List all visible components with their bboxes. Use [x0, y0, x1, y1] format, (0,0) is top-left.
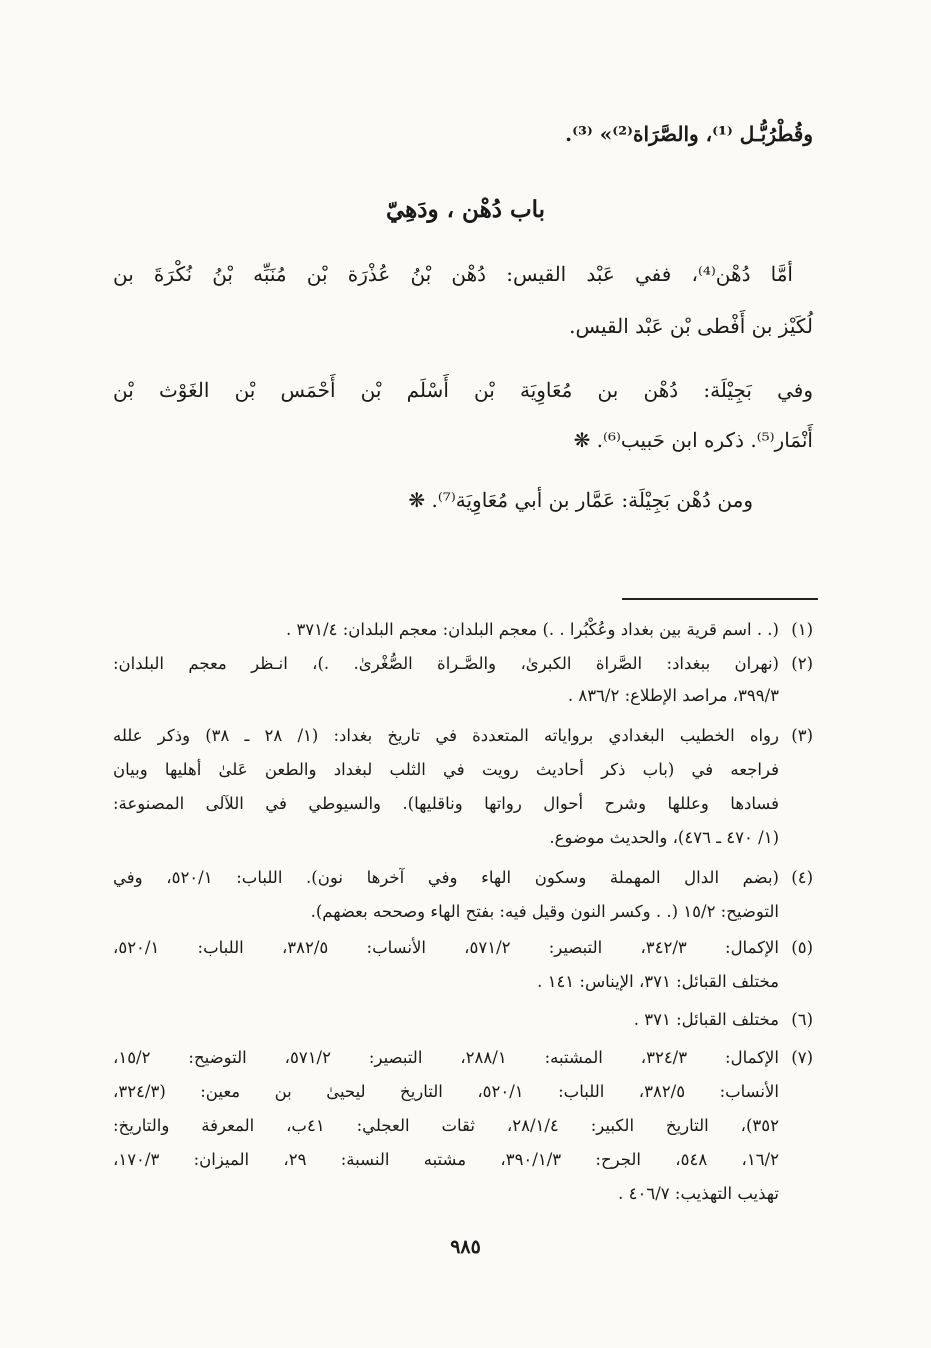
footnote-2-cont: ٣٩٩/٣، مراصد الإطلاع: ٨٣٦/٢ . [567, 686, 779, 705]
page-number: ٩٨٥ [450, 1236, 481, 1258]
top-line: وقُطْرُبُّـل ⁽¹⁾، والصَّرَاة⁽²⁾» ⁽³⁾. [565, 122, 813, 146]
footnote-text: (. . اسم قرية بين بغداد وعُكْبُرا . .) معجم البلدان: معجم البلدان: ٣٧١/٤ . [285, 620, 779, 639]
footnote-number: (٥) [791, 938, 813, 957]
footnote-7-cont1: الأنساب: ٣٨٢/٥، اللباب: ٥٢٠/١، التاريخ ليحيىٰ بن معين: (٣٢٤/٣، [113, 1082, 779, 1101]
footnote-number: (١) [791, 620, 813, 639]
section-heading: باب دُهْن ، ودَهِيّ [385, 196, 546, 223]
footnote-number: (٧) [791, 1048, 813, 1067]
footnote-number: (٦) [791, 1010, 813, 1029]
footnote-7-cont4: تهذيب التهذيب: ٤٠٦/٧ . [618, 1184, 779, 1203]
footnote-5-cont: مختلف القبائل: ٣٧١، الإيناس: ١٤١ . [537, 972, 779, 991]
para2-line2: أَنْمَار⁽⁵⁾. ذكره ابن حَبيب⁽⁶⁾. ❋ [573, 428, 813, 452]
footnote-divider [622, 598, 818, 600]
footnote-7-cont3: ١٦/٢، ٥٤٨، الجرح: ٣٩٠/١/٣، مشتبه النسبة: ٢٩، الميزان: ١٧٠/٣، [113, 1150, 779, 1169]
para3-line: ومن دُهْن بَجِيْلَة: عَمَّار بن أبي مُعَاوِيَة⁽⁷⁾. ❋ [408, 488, 753, 512]
footnote-text: الإكمال: ٣٤٢/٣، التبصير: ٥٧١/٢، الأنساب: ٣٨٢/٥، اللباب: ٥٢٠/١، [113, 938, 779, 957]
footnote-7-cont2: ٣٥٢)، التاريخ الكبير: ٢٨/١/٤، ثقات العجلي: ٤١ب، المعرفة والتاريخ: [113, 1116, 780, 1135]
para2-line1: وفي بَجِيْلَة: دُهْن بن مُعَاوِيَة بْن أَسْلَم بْن أَحْمَس بْن الغَوْث بْن [113, 378, 813, 402]
footnote-number: (٤) [791, 868, 813, 887]
footnote-3-cont3: (١/ ٤٧٠ ـ ٤٧٦)، والحديث موضوع. [549, 828, 779, 847]
footnote-number: (٣) [791, 726, 813, 745]
footnote-3-cont1: فراجعه في (باب ذكر أحاديث رويت في الثلب لبغداد والطعن عَلىٰ أهليها وبيان [113, 760, 779, 779]
footnote-number: (٢) [791, 654, 813, 673]
footnote-text: (بضم الدال المهملة وسكون الهاء وفي آخرها نون). اللباب: ٥٢٠/١، وفي [113, 868, 779, 887]
para1-line2: لُكَيْز بن أَفْطى بْن عَبْد القيس. [569, 314, 813, 338]
footnote-4-cont: التوضيح: ١٥/٢ (. . وكسر النون وقيل فيه: بفتح الهاء وصححه بعضهم). [310, 902, 779, 921]
footnote-text: (نهران ببغداد: الصَّراة الكبرىٰ، والصَّـراة الصُّغْرىٰ. .)، انـظر معجم البلدان: [113, 654, 779, 673]
footnote-text: مختلف القبائل: ٣٧١ . [633, 1010, 779, 1029]
para1-line1: أمَّا دُهْن⁽⁴⁾، ففي عَبْد القيس: دُهْن بْنُ عُذْرَة بْن مُنَبِّه بْنُ نُكْرَةَ بن [113, 262, 793, 286]
footnote-3-cont2: فسادها وعللها وشرح أحوال رواتها وناقليها). والسيوطي في اللآلى المصنوعة: [113, 794, 779, 813]
footnote-text: رواه الخطيب البغدادي برواياته المتعددة في تاريخ بغداد: (١/ ٢٨ ـ ٣٨) وذكر علله [113, 726, 779, 745]
footnote-text: الإكمال: ٣٢٤/٣، المشتبه: ٢٨٨/١، التبصير: ٥٧١/٢، التوضيح: ١٥/٢، [113, 1048, 779, 1067]
